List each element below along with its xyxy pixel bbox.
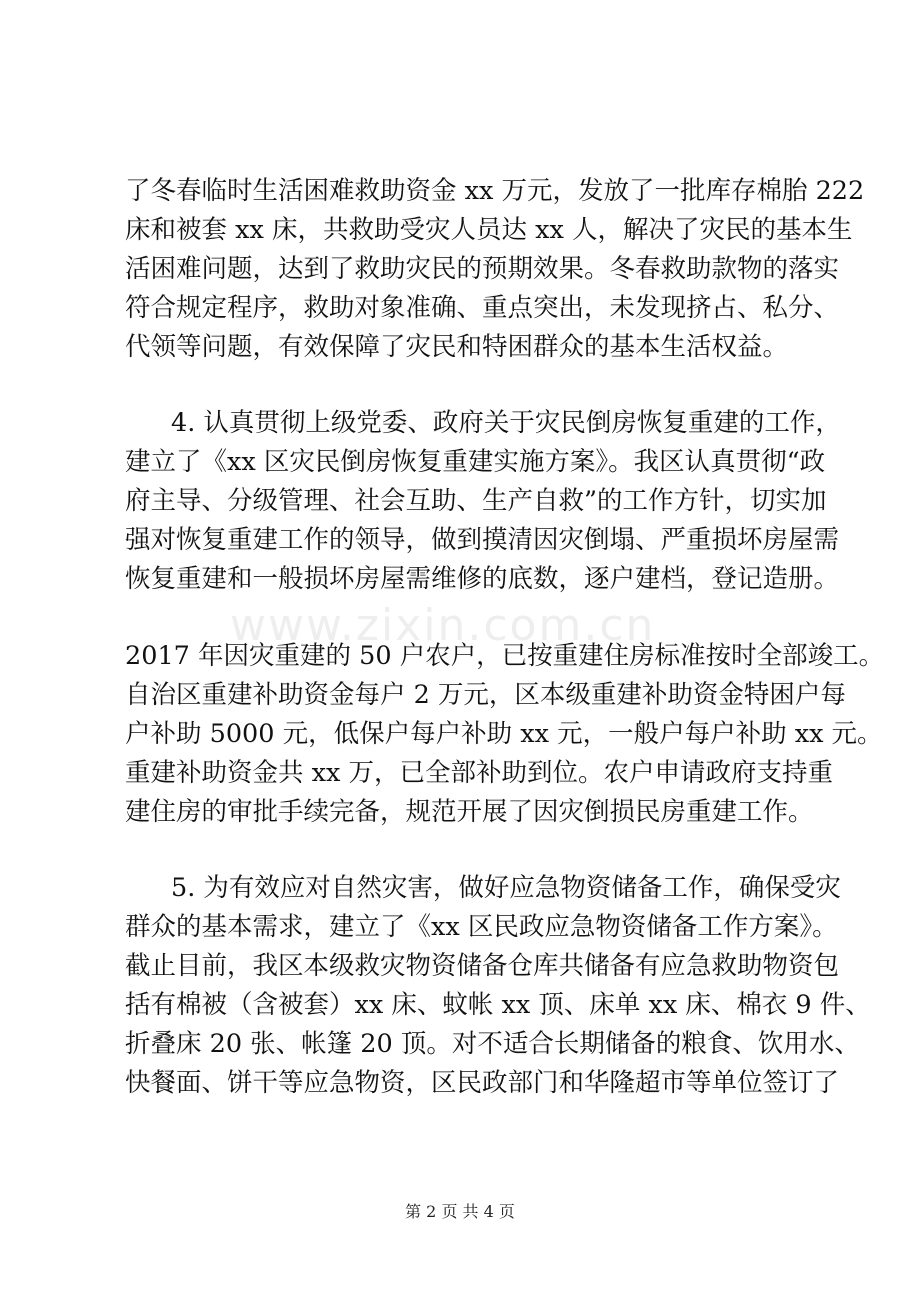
text-line: 了冬春临时生活困难救助资金 xx 万元，发放了一批库存棉胎 222	[125, 176, 865, 206]
paragraph-5-first-line: 5. 为有效应对自然灾害，做好应急物资储备工作，确保受灾	[171, 873, 841, 903]
text-line: 快餐面、饼干等应急物资，区民政部门和华隆超市等单位签订了	[125, 1068, 840, 1098]
watermark: www.zixin.com.cn	[230, 600, 656, 651]
text-line: 符合规定程序，救助对象准确、重点突出，未发现挤占、私分、	[125, 293, 840, 323]
text-line: 府主导、分级管理、社会互助、生产自救”的工作方针，切实加	[125, 486, 827, 516]
text-line: 活困难问题，达到了救助灾民的预期效果。冬春救助款物的落实	[125, 254, 840, 284]
text-line: 群众的基本需求，建立了《xx 区民政应急物资储备工作方案》。	[125, 912, 838, 942]
text-line: 代领等问题，有效保障了灾民和特困群众的基本生活权益。	[125, 332, 789, 362]
text-line: 建立了《xx 区灾民倒房恢复重建实施方案》。我区认真贯彻“政	[125, 447, 826, 477]
text-line: 恢复重建和一般损坏房屋需维修的底数，逐户建档，登记造册。	[125, 564, 840, 594]
page-number-footer: 第 2 页 共 4 页	[405, 1202, 515, 1221]
text-line: 强对恢复重建工作的领导，做到摸清因灾倒塌、严重损坏房屋需	[125, 525, 840, 555]
text-line: 折叠床 20 张、帐篷 20 顶。对不适合长期储备的粮食、饮用水、	[125, 1029, 860, 1059]
paragraph-4-first-line: 4. 认真贯彻上级党委、政府关于灾民倒房恢复重建的工作，	[171, 408, 841, 438]
text-line: 括有棉被（含被套）xx 床、蚊帐 xx 顶、床单 xx 床、棉衣 9 件、	[125, 990, 871, 1020]
text-line: 截止目前，我区本级救灾物资储备仓库共储备有应急救助物资包	[125, 951, 840, 981]
text-line: 重建补助资金共 xx 万，已全部补助到位。农户申请政府支持重	[125, 758, 833, 788]
text-line: 建住房的审批手续完备，规范开展了因灾倒损民房重建工作。	[125, 797, 814, 827]
text-line: 自治区重建补助资金每户 2 万元，区本级重建补助资金特困户每	[125, 680, 846, 710]
text-line: 床和被套 xx 床，共救助受灾人员达 xx 人，解决了灾民的基本生	[125, 215, 853, 245]
text-line: 2017 年因灾重建的 50 户农户，已按重建住房标准按时全部竣工。	[125, 641, 885, 671]
text-line: 户补助 5000 元，低保户每户补助 xx 元，一般户每户补助 xx 元。	[125, 719, 883, 749]
